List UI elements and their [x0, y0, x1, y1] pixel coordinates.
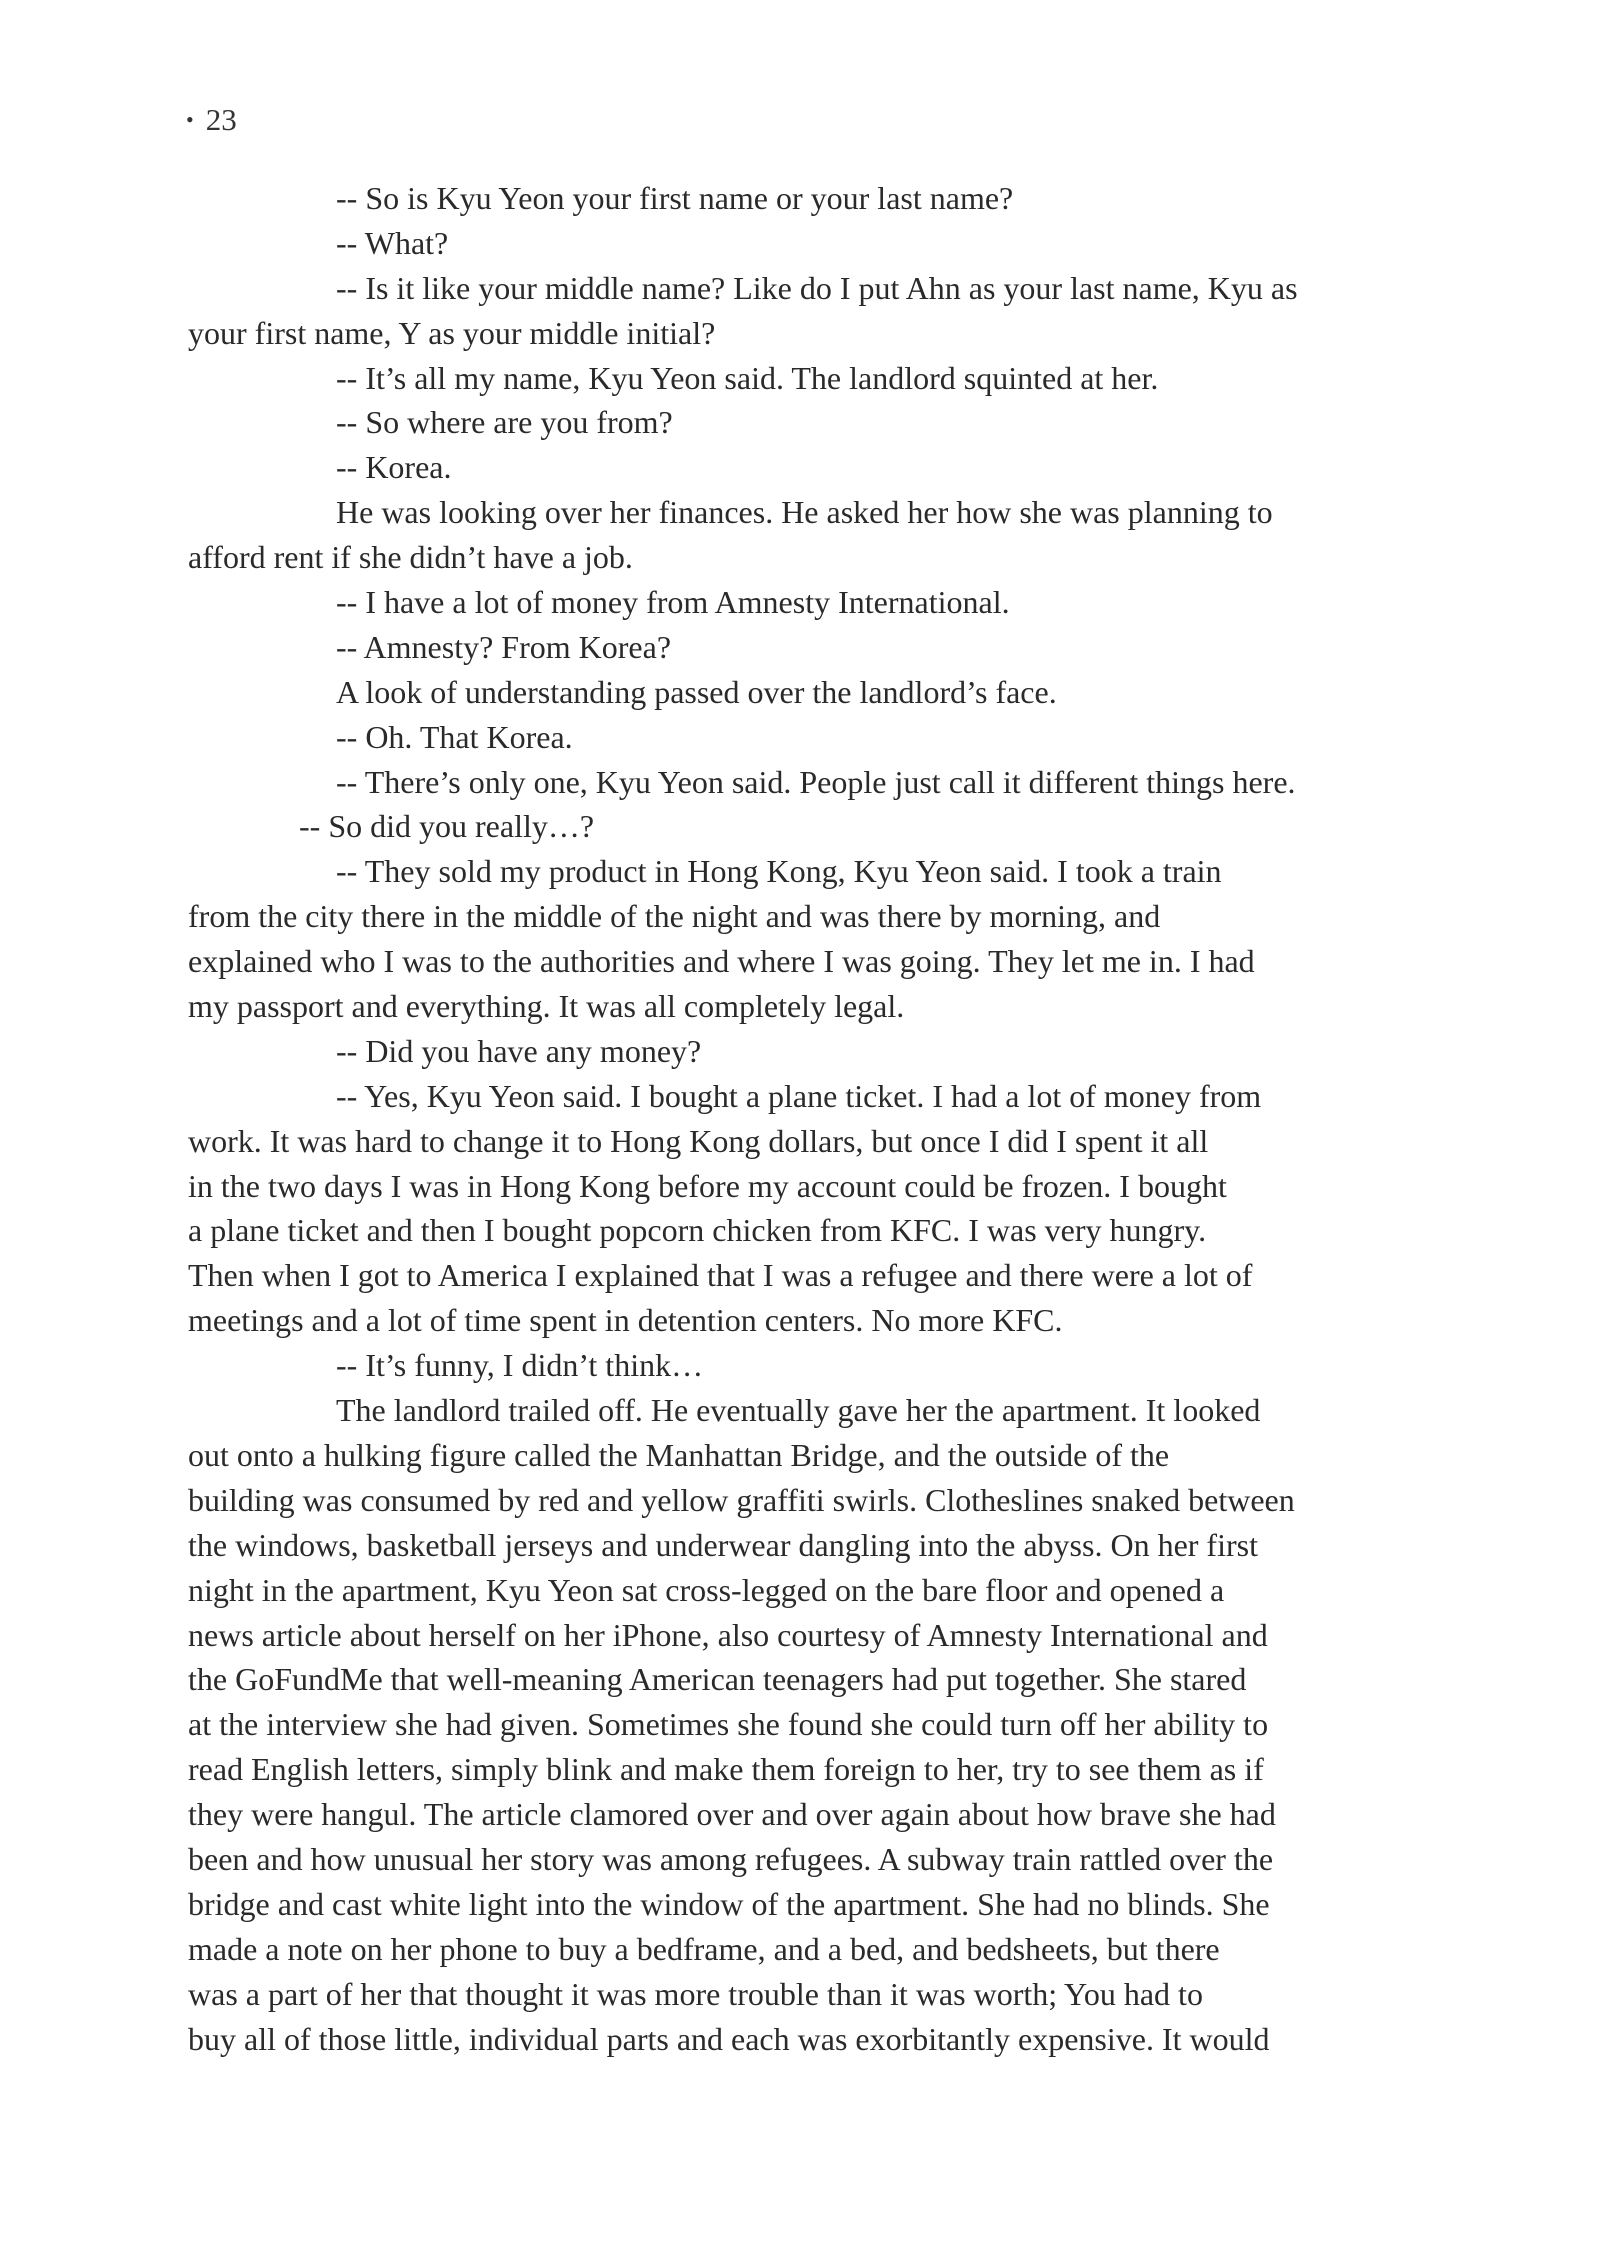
text-line: made a note on her phone to buy a bedframe, and a bed, and bedsheets, but there: [188, 1930, 1220, 1967]
text-line: explained who I was to the authorities and where I was going. They let me in. I had: [188, 943, 1255, 980]
text-line: in the two days I was in Hong Kong before my account could be frozen. I bought: [188, 1167, 1227, 1204]
text-line: at the interview she had given. Sometimes she found she could turn off her ability to: [188, 1706, 1269, 1743]
text-line: bridge and cast white light into the window of the apartment. She had no blinds. She: [188, 1885, 1270, 1922]
text-line: a plane ticket and then I bought popcorn chicken from KFC. I was very hungry.: [188, 1212, 1207, 1249]
text-line: they were hangul. The article clamored over and over again about how brave she had: [188, 1796, 1276, 1833]
text-line: news article about herself on her iPhone, also courtesy of Amnesty International and: [188, 1616, 1268, 1653]
text-line: -- It’s funny, I didn’t think…: [336, 1347, 704, 1384]
text-line: A look of understanding passed over the landlord’s face.: [336, 673, 1057, 710]
text-line: buy all of those little, individual parts and each was exorbitantly expensive. It would: [188, 2020, 1270, 2057]
page-number: [186, 100, 237, 140]
text-line: been and how unusual her story was among refugees. A subway train rattled over the: [188, 1840, 1274, 1877]
text-line: from the city there in the middle of the night and was there by morning, and: [188, 898, 1161, 935]
text-line: -- There’s only one, Kyu Yeon said. People just call it different things here.: [336, 763, 1296, 800]
text-line: the windows, basketball jerseys and underwear dangling into the abyss. On her first: [188, 1526, 1258, 1563]
text-line: -- So where are you from?: [336, 404, 673, 441]
text-line: -- So did you really…?: [299, 808, 595, 845]
text-line: work. It was hard to change it to Hong Kong dollars, but once I did I spent it all: [188, 1122, 1209, 1159]
text-line: He was looking over her finances. He asked her how she was planning to: [336, 494, 1273, 531]
text-line: afford rent if she didn’t have a job.: [188, 539, 633, 576]
text-line: -- They sold my product in Hong Kong, Kyu Yeon said. I took a train: [336, 853, 1222, 890]
text-line: -- Yes, Kyu Yeon said. I bought a plane ticket. I had a lot of money from: [336, 1077, 1262, 1114]
text-line: the GoFundMe that well-meaning American teenagers had put together. She stared: [188, 1661, 1247, 1698]
page-number-bullet: •: [186, 107, 194, 132]
text-line: building was consumed by red and yellow graffiti swirls. Clotheslines snaked between: [188, 1481, 1295, 1518]
page-number-value: 23: [205, 102, 237, 137]
text-line: night in the apartment, Kyu Yeon sat cross-legged on the bare floor and opened a: [188, 1571, 1225, 1608]
text-line: -- Oh. That Korea.: [336, 718, 573, 755]
body-text: [188, 176, 1433, 2061]
text-line: -- So is Kyu Yeon your first name or your last name?: [336, 180, 1014, 216]
text-line: was a part of her that thought it was more trouble than it was worth; You had to: [188, 1975, 1203, 2012]
text-line: -- It’s all my name, Kyu Yeon said. The landlord squinted at her.: [336, 359, 1159, 396]
text-line: The landlord trailed off. He eventually gave her the apartment. It looked: [336, 1392, 1261, 1429]
text-line: -- I have a lot of money from Amnesty International.: [336, 584, 1010, 621]
text-line: Then when I got to America I explained that I was a refugee and there were a lot of: [188, 1257, 1253, 1294]
text-line: -- What?: [336, 224, 449, 261]
text-line: my passport and everything. It was all completely legal.: [188, 988, 905, 1025]
text-line: -- Amnesty? From Korea?: [336, 628, 672, 665]
text-line: read English letters, simply blink and make them foreign to her, try to see them as if: [188, 1751, 1264, 1788]
text-line: -- Is it like your middle name? Like do I put Ahn as your last name, Kyu as: [336, 269, 1298, 306]
text-line: -- Did you have any money?: [336, 1032, 702, 1069]
text-line: -- Korea.: [336, 449, 452, 486]
text-line: out onto a hulking figure called the Manhattan Bridge, and the outside of the: [188, 1436, 1170, 1473]
text-line: meetings and a lot of time spent in detention centers. No more KFC.: [188, 1302, 1063, 1339]
text-line: your first name, Y as your middle initial?: [188, 314, 716, 351]
